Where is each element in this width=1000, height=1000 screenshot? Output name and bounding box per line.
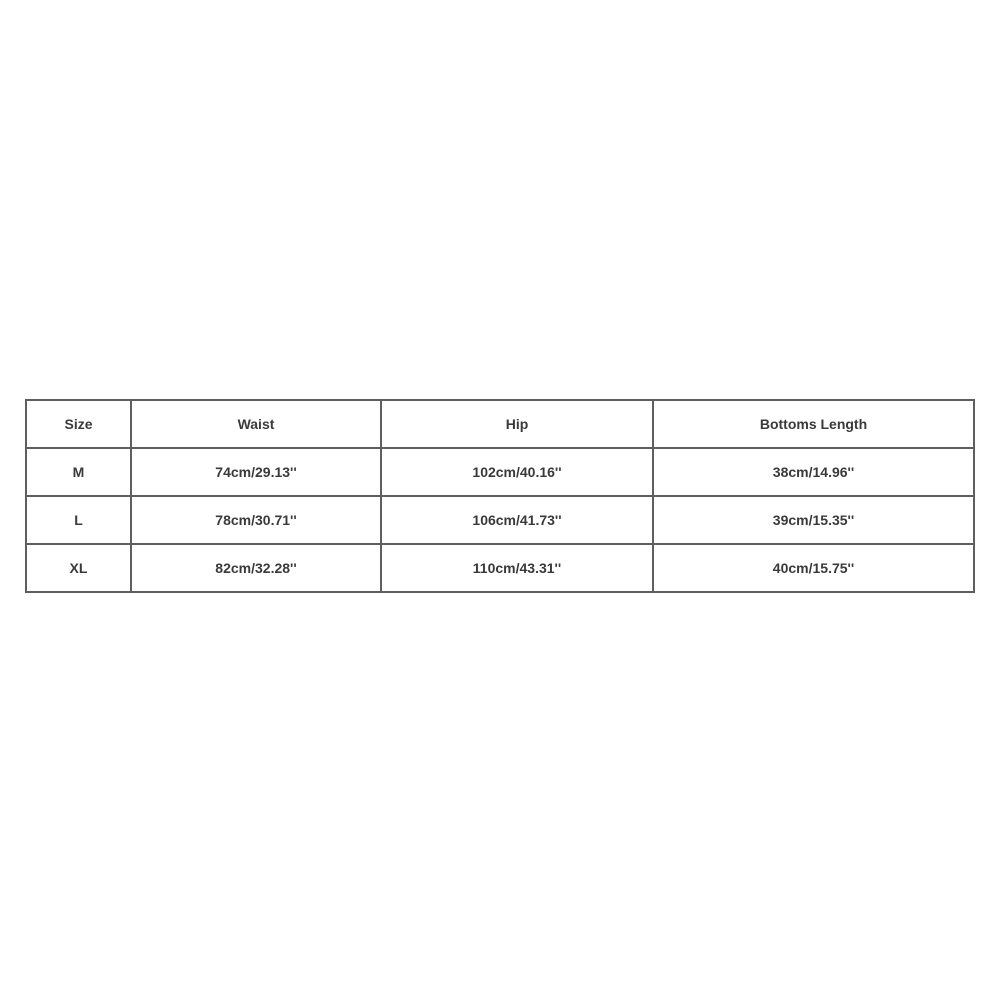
header-size: Size (26, 400, 131, 448)
cell-size: XL (26, 544, 131, 592)
table-row (26, 544, 974, 592)
cell-hip: 102cm/40.16'' (381, 448, 653, 496)
header-bottoms-length: Bottoms Length (653, 400, 974, 448)
size-chart-table (25, 399, 975, 593)
cell-hip: 110cm/43.31'' (381, 544, 653, 592)
cell-bottoms-length: 38cm/14.96'' (653, 448, 974, 496)
table-row (26, 496, 974, 544)
cell-waist: 74cm/29.13'' (131, 448, 381, 496)
cell-size: M (26, 448, 131, 496)
table-header-row (26, 400, 974, 448)
header-waist: Waist (131, 400, 381, 448)
cell-waist: 82cm/32.28'' (131, 544, 381, 592)
header-hip: Hip (381, 400, 653, 448)
cell-bottoms-length: 39cm/15.35'' (653, 496, 974, 544)
cell-hip: 106cm/41.73'' (381, 496, 653, 544)
cell-bottoms-length: 40cm/15.75'' (653, 544, 974, 592)
table-row (26, 448, 974, 496)
cell-size: L (26, 496, 131, 544)
cell-waist: 78cm/30.71'' (131, 496, 381, 544)
